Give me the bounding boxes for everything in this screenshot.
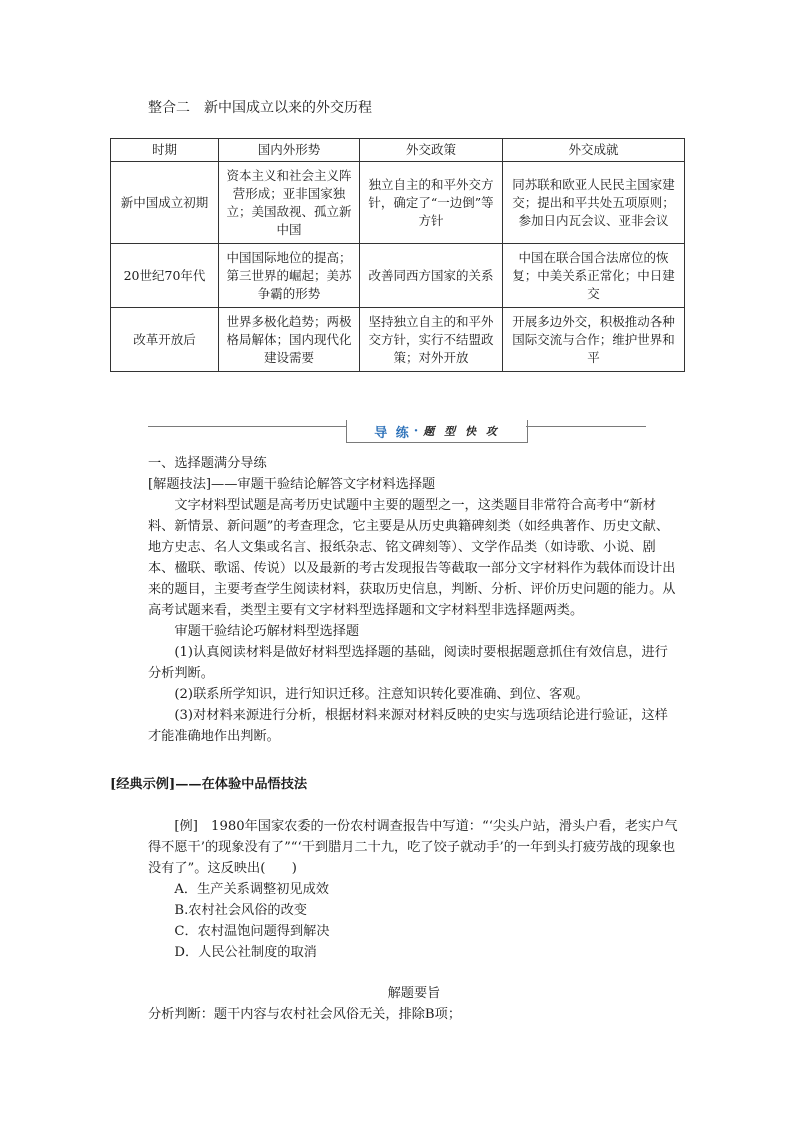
- table-cell: 坚持独立自主的和平外交方针，实行不结盟政策；对外开放: [360, 308, 503, 372]
- answer-section: [148, 983, 680, 1025]
- method-title: [解题技法]——审题干验结论解答文字材料选择题: [148, 477, 436, 492]
- banner-dot: ·: [413, 423, 421, 439]
- point-2: (2)联系所学知识，进行知识迁移。注意知识转化要准确、到位、客观。: [174, 687, 589, 702]
- table-cell: 改善同西方国家的关系: [360, 244, 503, 308]
- section-heading: 一、选择题满分导练: [148, 456, 267, 471]
- option-b: B.农村社会风俗的改变: [174, 903, 307, 918]
- banner-rule-left: [148, 426, 346, 427]
- header-policy: 外交政策: [360, 139, 503, 162]
- table-cell: 改革开放后: [111, 308, 219, 372]
- answer-title: 解题要旨: [387, 986, 441, 1001]
- table-cell: 独立自主的和平外交方针，确定了“一边倒”等方针: [360, 162, 503, 244]
- section-title: 整合二 新中国成立以来的外交历程: [148, 100, 372, 116]
- analysis-text: 分析判断：题干内容与农村社会风俗无关，排除B项；: [148, 1007, 462, 1022]
- table-cell: 开展多边外交，积极推动各种国际交流与合作；维护世界和平: [503, 308, 685, 372]
- example-section: [148, 816, 680, 963]
- table-cell: 资本主义和社会主义阵营形成；亚非国家独立；美国敌视、孤立新中国: [219, 162, 360, 244]
- banner-tab: [346, 420, 528, 443]
- example-heading: [经典示例]——在体验中品悟技法: [110, 777, 308, 792]
- option-c: C．农村温饱问题得到解决: [174, 924, 330, 939]
- point-3: (3)对材料来源进行分析，根据材料来源对材料反映的史实与选项结论进行验证，这样才能准确地作出判断。: [148, 708, 668, 744]
- guidance-section: [148, 453, 680, 747]
- intro-paragraph: 文字材料型试题是高考历史试题中主要的题型之一，这类题目非常符合高考中“新材料、新情景、新问题”的考查理念，它主要是从历史典籍碑刻类（如经典著作、历史文献、地方史志、名人文集或名言、报纸杂志、铭文碑刻等）、文学作品类（如诗歌、小说、剧本、楹联、歌谣、传说）以及最新的考古发现报告等截取一部分文字材料作为载体而设计出来的题目，主要考查学生阅读材料，获取历史信息，判断、分析、评价历史问题的能力。从高考试题来看，类型主要有文字材料型选择题和文字材料型非选择题两类。: [148, 498, 676, 618]
- option-d: D．人民公社制度的取消: [174, 945, 317, 960]
- table-cell: 中国国际地位的提高；第三世界的崛起；美苏争霸的形势: [219, 244, 360, 308]
- header-situation: 国内外形势: [219, 139, 360, 162]
- table-row: [111, 244, 685, 308]
- section-banner: [148, 420, 646, 444]
- banner-sub: 题 型 快 攻: [423, 425, 500, 438]
- point-1: (1)认真阅读材料是做好材料型选择题的基础，阅读时要根据题意抓住有效信息，进行分析判断。: [148, 645, 668, 681]
- option-a: A．生产关系调整初见成效: [174, 882, 329, 897]
- table-row: [111, 162, 685, 244]
- table-cell: 同苏联和欧亚人民民主国家建交；提出和平共处五项原则；参加日内瓦会议、亚非会议: [503, 162, 685, 244]
- table-cell: 世界多极化趋势；两极格局解体；国内现代化建设需要: [219, 308, 360, 372]
- table-cell: 新中国成立初期: [111, 162, 219, 244]
- table-cell: 20世纪70年代: [111, 244, 219, 308]
- banner-rule-right: [526, 426, 646, 427]
- diplomacy-table: [110, 138, 685, 372]
- header-achievement: 外交成就: [503, 139, 685, 162]
- header-period: 时期: [111, 139, 219, 162]
- subheading: 审题干验结论巧解材料型选择题: [174, 624, 360, 639]
- table-row: [111, 308, 685, 372]
- table-header-row: [111, 139, 685, 162]
- table-cell: 中国在联合国合法席位的恢复；中美关系正常化；中日建交: [503, 244, 685, 308]
- example-question: [例] 1980年国家农委的一份农村调查报告中写道：“‘尖头户站，滑头户看，老实户气得不愿干’的现象没有了”“‘干到腊月二十九，吃了饺子就动手’的一年到头打疲劳战的现象也没有了”。这反映出( ): [148, 819, 678, 876]
- banner-main: 导 练: [374, 425, 411, 441]
